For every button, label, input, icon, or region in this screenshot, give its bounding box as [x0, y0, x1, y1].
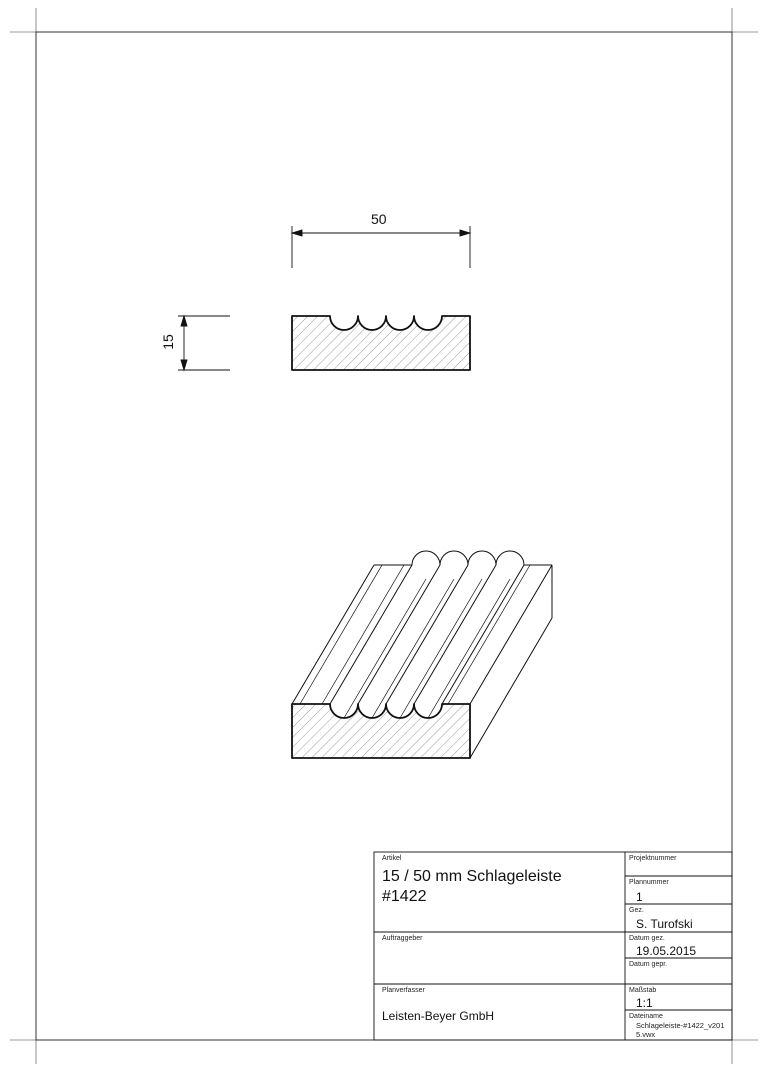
dateiname-label: Dateiname [629, 1013, 663, 1020]
plannummer-label: Plannummer [629, 879, 669, 886]
massstab-value: 1:1 [636, 996, 653, 1010]
dateiname-value: Schlageleiste-#1422_v2015.vwx [636, 1021, 725, 1039]
isometric-view [292, 551, 552, 758]
artikel-title: 15 / 50 mm Schlageleiste [382, 868, 562, 885]
artikel-number: #1422 [382, 888, 427, 905]
height-dimension-value: 15 [159, 334, 176, 350]
gez-label: Gez. [629, 907, 644, 914]
datum-gepr-label: Datum gepr. [629, 961, 668, 968]
artikel-label: Artikel [382, 855, 402, 862]
height-dimension [178, 316, 230, 370]
auftraggeber-label: Auftraggeber [382, 935, 423, 942]
width-dimension [292, 226, 470, 268]
plannummer-value: 1 [636, 890, 643, 904]
planverfasser-value: Leisten-Beyer GmbH [382, 1009, 495, 1023]
massstab-label: Maßstab [629, 987, 657, 994]
width-dimension-value: 50 [371, 211, 387, 227]
projektnummer-label: Projektnummer [629, 855, 677, 862]
gez-value: S. Turofski [636, 917, 693, 931]
profile-section [292, 316, 470, 370]
planverfasser-label: Planverfasser [382, 987, 425, 994]
datum-gez-label: Datum gez. [629, 935, 665, 942]
datum-gez-value: 19.05.2015 [636, 944, 697, 958]
